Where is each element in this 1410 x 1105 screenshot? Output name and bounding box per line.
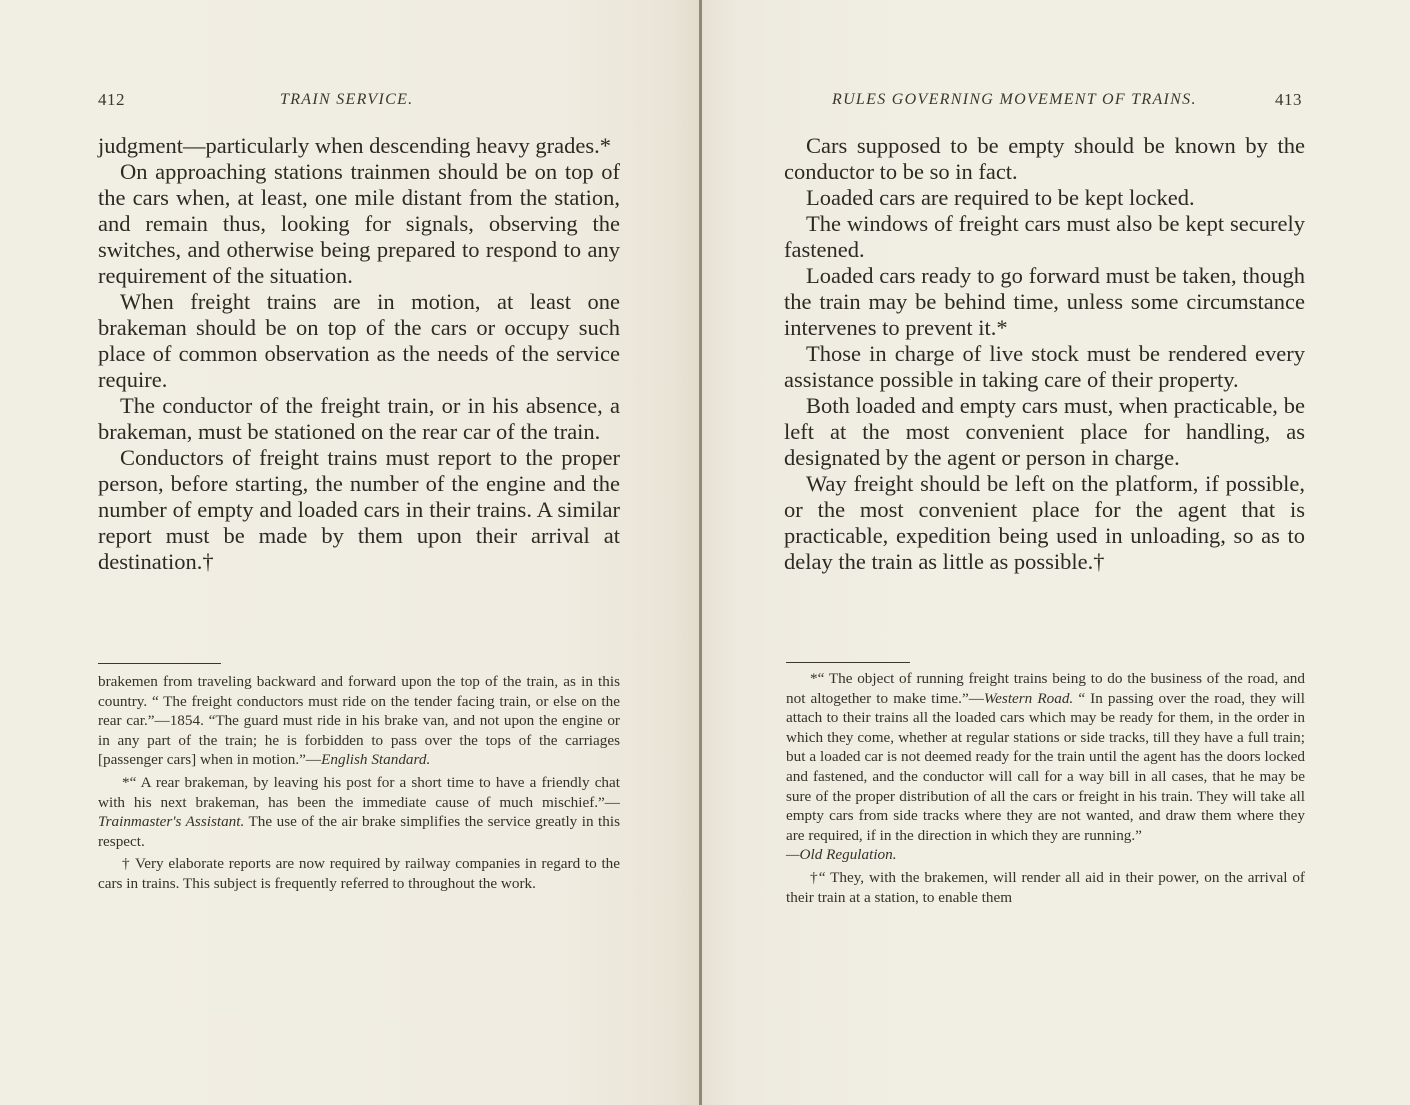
paragraph: On approaching stations trainmen should be on top of the cars when, at least, one mile distant from the station, and remain thus, looking for signals, observing the switches, and otherwise being prepared to respond to any requirement of the situation.: [98, 159, 620, 288]
right-body-text: [784, 133, 1305, 575]
footnote-dagger: † Very elaborate reports are now required by railway companies in regard to the cars in trains. This subject is frequently referred to throughout the work.: [98, 855, 620, 892]
paragraph: The conductor of the freight train, or in his absence, a brakeman, must be stationed on the rear car of the train.: [98, 393, 620, 444]
right-page: [702, 0, 1410, 1105]
footnote-continued: [98, 672, 620, 770]
right-running-head: [832, 88, 1302, 112]
left-running-head: [98, 88, 620, 112]
footnote-source: —Old Regulation.: [786, 846, 897, 864]
paragraph: Cars supposed to be empty should be known by the conductor to be so in fact.: [784, 133, 1305, 184]
left-body-text: [98, 133, 620, 575]
footnote-text: brakemen from traveling backward and forward upon the top of the train, as in this country. “ The freight conductors must ride on the tender facing train, or else on the rear car.”—1854. “The guard must ride in his brake van, and not upon the engine or in any part of the train; he is forbidden to pass over the tops of the carriages [passenger cars] when in motion.”—: [98, 673, 620, 769]
paragraph: The windows of freight cars must also be kept securely fastened.: [784, 211, 1305, 262]
paragraph: judgment—particularly when descending heavy grades.*: [98, 133, 611, 158]
left-running-title: TRAIN SERVICE.: [280, 91, 414, 108]
footnote-dagger: †“ They, with the brakemen, will render all aid in their power, on the arrival of their train at a station, to enable them: [786, 868, 1305, 906]
footnote-asterisk: [786, 669, 1305, 865]
footnote-text: *“ A rear brakeman, by leaving his post for a short time to have a friendly chat with his next brakeman, has been the immediate cause of much mischief.”—: [98, 773, 620, 811]
paragraph: When freight trains are in motion, at least one brakeman should be on top of the cars or occupy such place of common observation as the needs of the service require.: [98, 289, 620, 392]
paragraph: Conductors of freight trains must report to the proper person, before starting, the number of the engine and the number of empty and loaded cars in their trains. A similar report must be made by them upon their arrival at destination.†: [98, 445, 620, 574]
footnote-text: The use of the air brake simplifies the service greatly in this respect.: [98, 813, 620, 850]
paragraph: Those in charge of live stock must be rendered every assistance possible in taking care of their property.: [784, 341, 1305, 392]
right-running-title: RULES GOVERNING MOVEMENT OF TRAINS.: [832, 91, 1197, 108]
paragraph: Loaded cars are required to be kept locked.: [806, 185, 1195, 210]
left-page: [0, 0, 700, 1105]
page-number-right: 413: [1275, 90, 1302, 109]
footnote-rule: [98, 663, 221, 664]
footnote-asterisk: [98, 773, 620, 851]
left-footnotes: [98, 672, 620, 894]
paragraph: Loaded cars ready to go forward must be taken, though the train may be behind time, unless some circumstance intervenes to prevent it.*: [784, 263, 1305, 340]
footnote-text: “ In passing over the road, they will attach to their trains all the loaded cars which may be ready for them, in the order in which they come, whether at regular stations or side tracks, till they have a full train; but a loaded car is not deemed ready for the train until the agent has the doors locked and fastened, and the conductor will call for a way bill in all cases, that he may be sure of the proper distribution of all the cars or freight in his train. They will take all empty cars from side tracks where they are not wanted, and draw them where they are required, if in the direction in which they are running.”: [786, 689, 1305, 844]
paragraph: Both loaded and empty cars must, when practicable, be left at the most convenient place for handling, as designated by the agent or person in charge.: [784, 393, 1305, 470]
page-number-left: 412: [98, 90, 125, 109]
footnote-text: *“ The object of running freight trains being to do the business of the road, and not altogether to make time.”—: [786, 670, 1305, 707]
footnote-source: Trainmaster's Assistant.: [98, 813, 245, 831]
footnote-source: English Standard.: [321, 751, 431, 769]
right-footnotes: [786, 669, 1305, 907]
paragraph: Way freight should be left on the platform, if possible, or the most convenient place for the agent that is practicable, expedition being used in unloading, so as to delay the train as little as possible.†: [784, 471, 1305, 574]
footnote-rule: [786, 662, 910, 663]
footnote-source: Western Road.: [983, 689, 1074, 707]
